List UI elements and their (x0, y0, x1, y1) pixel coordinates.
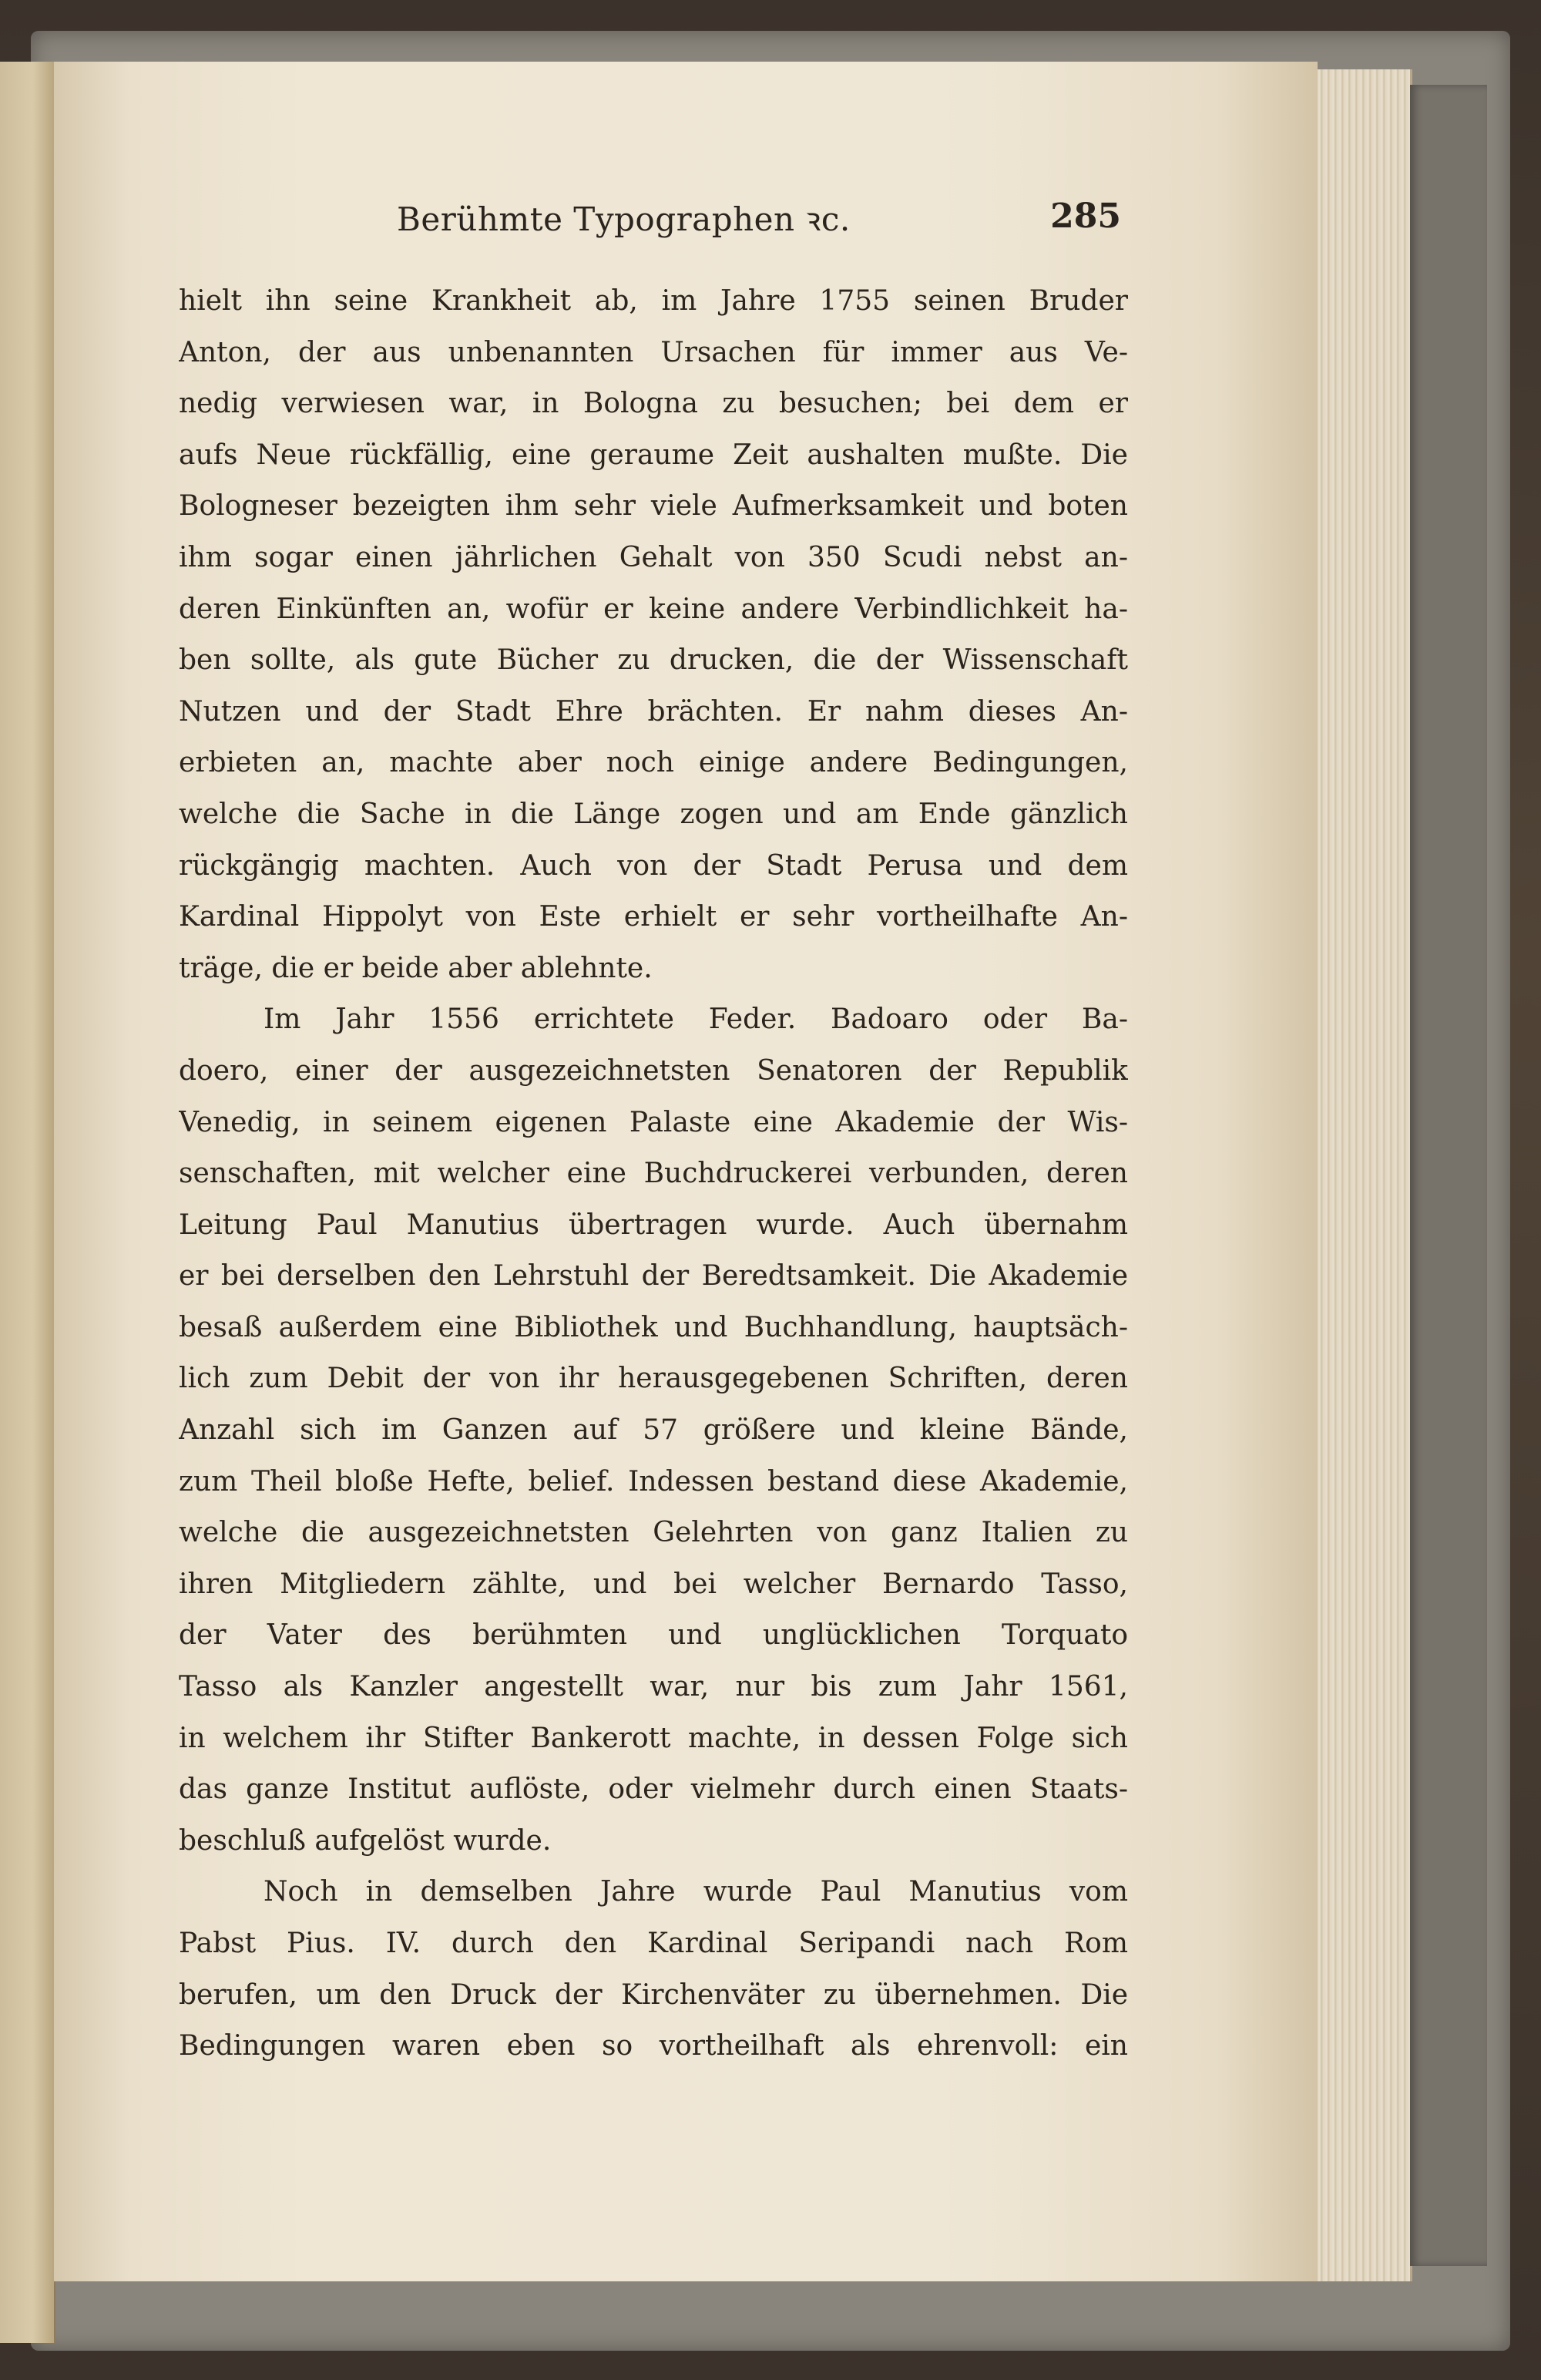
text-line: ihren Mitgliedern zählte, und bei welcher Bernardo Tasso, (179, 1568, 1128, 1600)
text-line: doero, einer der ausgezeichnetsten Senatoren der Republik (179, 1054, 1128, 1087)
text-line: welche die ausgezeichnetsten Gelehrten von ganz Italien zu (179, 1517, 1128, 1549)
text-line: nedig verwiesen war, in Bologna zu besuchen; bei dem er (179, 388, 1128, 420)
text-line: Anton, der aus unbenannten Ursachen für immer aus Ve- (179, 336, 1128, 368)
paragraph (179, 1867, 1128, 2072)
text-line: erbieten an, machte aber noch einige andere Bedingungen, (179, 747, 1128, 779)
text-line: welche die Sache in die Länge zogen und am Ende gänzlich (179, 798, 1128, 830)
text-line: senschaften, mit welcher eine Buchdruckerei verbunden, deren (179, 1158, 1128, 1190)
text-line: Nutzen und der Stadt Ehre brächten. Er nahm dieses An- (179, 695, 1128, 728)
text-line: aufs Neue rückfällig, eine geraume Zeit aushalten mußte. Die (179, 439, 1128, 471)
text-line: ben sollte, als gute Bücher zu drucken, die der Wissenschaft (179, 644, 1128, 677)
text-line: er bei derselben den Lehrstuhl der Beredtsamkeit. Die Akademie (179, 1260, 1128, 1293)
text-line: zum Theil bloße Hefte, belief. Indessen bestand diese Akademie, (179, 1465, 1128, 1498)
body-text (179, 276, 1128, 2072)
text-line: Bedingungen waren eben so vortheilhaft als ehrenvoll: ein (179, 2030, 1128, 2062)
text-line: rückgängig machten. Auch von der Stadt Perusa und dem (179, 849, 1128, 882)
text-line: Kardinal Hippolyt von Este erhielt er sehr vortheilhafte An- (179, 901, 1128, 933)
text-line: ihm sogar einen jährlichen Gehalt von 350 Scudi nebst an- (179, 541, 1128, 573)
page-number: 285 (1050, 197, 1121, 236)
text-line: in welchem ihr Stifter Bankerott machte, in dessen Folge sich (179, 1722, 1128, 1754)
text-line: Im Jahr 1556 errichtete Feder. Badoaro oder Ba- (264, 1003, 1128, 1036)
page-edges (1310, 69, 1412, 2281)
text-line: deren Einkünften an, wofür er keine andere Verbindlichkeit ha- (179, 593, 1128, 625)
text-line: Venedig, in seinem eigenen Palaste eine Akademie der Wis- (179, 1106, 1128, 1138)
text-line: das ganze Institut auflöste, oder vielmehr durch einen Staats- (179, 1773, 1128, 1806)
text-line: Leitung Paul Manutius übertragen wurde. Auch übernahm (179, 1208, 1128, 1241)
text-line: träge, die er beide aber ablehnte. (179, 952, 653, 984)
page-header (143, 197, 1121, 250)
text-line: Tasso als Kanzler angestellt war, nur bis zum Jahr 1561, (179, 1671, 1128, 1703)
text-line: beschluß aufgelöst wurde. (179, 1824, 552, 1857)
text-line: lich zum Debit der von ihr herausgegebenen Schriften, deren (179, 1363, 1128, 1395)
text-line: Anzahl sich im Ganzen auf 57 größere und kleine Bände, (179, 1414, 1128, 1447)
text-line: Bologneser bezeigten ihm sehr viele Aufmerksamkeit und boten (179, 490, 1128, 523)
text-line: besaß außerdem eine Bibliothek und Buchhandlung, hauptsäch- (179, 1311, 1128, 1343)
paragraph (179, 276, 1128, 994)
text-line: berufen, um den Druck der Kirchenväter zu übernehmen. Die (179, 1978, 1128, 2011)
facing-page-edge (0, 62, 55, 2343)
text-line: Pabst Pius. IV. durch den Kardinal Seripandi nach Rom (179, 1928, 1128, 1959)
text-line: hielt ihn seine Krankheit ab, im Jahre 1755 seinen Bruder (179, 285, 1128, 317)
text-line: Noch in demselben Jahre wurde Paul Manutius vom (264, 1876, 1128, 1908)
running-title: Berühmte Typographen ꝛc. (397, 200, 851, 238)
cover-edge (1410, 85, 1487, 2266)
text-line: der Vater des berühmten und unglücklichen Torquato (179, 1619, 1128, 1652)
paragraph (179, 994, 1128, 1867)
